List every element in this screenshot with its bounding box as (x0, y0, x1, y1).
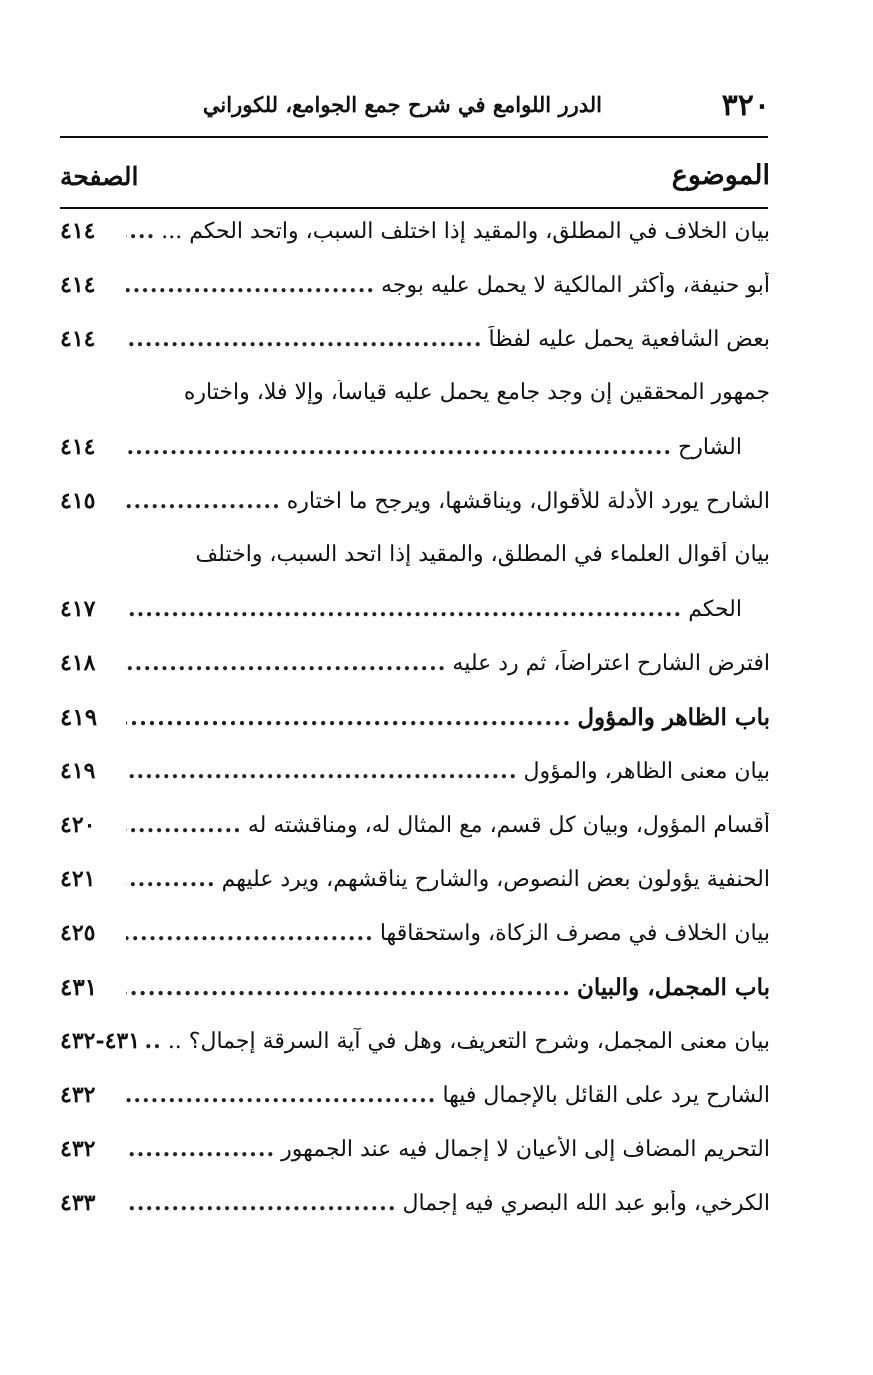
toc-chapter-heading (60, 974, 770, 1028)
leader-dots (126, 920, 374, 946)
leader-dots (126, 866, 216, 892)
leader-dots (126, 1136, 275, 1162)
column-header-rule (60, 207, 768, 209)
toc-entry-page: ٤١٤ (60, 326, 96, 352)
toc-entry-title: افترض الشارح اعتراضاً، ثم رد عليه (452, 651, 770, 676)
toc-entry-page: ٤١٥ (60, 488, 96, 514)
toc-entry (60, 326, 770, 380)
toc-entry-page: ٤١٧ (60, 596, 96, 622)
column-headers (60, 160, 770, 200)
toc-entry-title: بيان معنى الظاهر، والمؤول (523, 759, 770, 784)
toc-entry (60, 218, 770, 272)
toc-entry-page: ٤١٤ (60, 434, 96, 460)
toc-entry-page: ٤٢٥ (60, 920, 96, 946)
toc-entry-title: الشارح يرد على القائل بالإجمال فيها (442, 1083, 770, 1108)
toc-entry-page: ٤٣٢ (60, 1136, 96, 1162)
toc-entry (60, 650, 770, 704)
leader-dots (126, 488, 281, 514)
leader-dots (126, 812, 242, 838)
page-number: ٣٢٠ (721, 88, 770, 123)
toc-entry (60, 866, 770, 920)
toc-entry-page: ٤١٩ (60, 704, 98, 731)
toc-entry (60, 272, 770, 326)
leader-dots (126, 974, 571, 1001)
toc-entry-page: ٤١٨ (60, 650, 96, 676)
toc-entry-title: الكرخي، وأبو عبد الله البصري فيه إجمال (402, 1191, 770, 1216)
toc-entry-title: بيان أقوال العلماء في المطلق، والمقيد إذا اتحد السبب، واختلف (195, 542, 770, 567)
leader-dots (126, 434, 672, 460)
toc-entry-title: باب المجمل، والبيان (576, 974, 770, 1001)
toc-entry-title: بعض الشافعية يحمل عليه لفظاً (488, 327, 770, 352)
toc-entry-title: الحكم (688, 597, 742, 622)
toc-entry (60, 1082, 770, 1136)
toc-entry-title: بيان الخلاف في مصرف الزكاة، واستحقاقها (379, 921, 770, 946)
toc-entry-title: بيان معنى المجمل، وشرح التعريف، وهل في آية السرقة إجمال؟ .. (167, 1029, 770, 1054)
header-rule (60, 136, 768, 138)
toc-entry-page: ٤٣٣ (60, 1190, 96, 1216)
book-title: الدرر اللوامع في شرح جمع الجوامع، للكوراني (202, 92, 602, 117)
toc-entry-page: ٤١٩ (60, 758, 96, 784)
toc-entry-page: ٤٢٠ (60, 812, 96, 838)
leader-dots (126, 596, 682, 622)
toc-entry-continuation (60, 434, 770, 488)
toc-entry (60, 488, 770, 542)
leader-dots (126, 272, 375, 298)
toc-entry-title: جمهور المحققين إن وجد جامع يحمل عليه قياساً، وإلا فلا، واختاره (183, 380, 770, 405)
toc-entry-title: بيان الخلاف في المطلق، والمقيد إذا اختلف السبب، واتحد الحكم ... (161, 219, 770, 244)
toc-entry-page: ٤٣١ (60, 974, 98, 1001)
toc-entry (60, 1136, 770, 1190)
toc-entry (60, 1190, 770, 1244)
toc-entry-title: التحريم المضاف إلى الأعيان لا إجمال فيه عند الجمهور (281, 1137, 770, 1162)
column-page-heading: الصفحة (60, 162, 139, 191)
toc-entry-page: ٤٣٢ (60, 1082, 96, 1108)
column-topic-heading: الموضوع (671, 160, 770, 191)
leader-dots (126, 218, 155, 244)
toc-entry-page: ٤١٤ (60, 272, 96, 298)
toc-entry-continuation (60, 596, 770, 650)
leader-dots (126, 758, 517, 784)
toc-entry (60, 380, 770, 434)
toc-entry-title: باب الظاهر والمؤول (577, 704, 770, 731)
running-header (60, 88, 770, 128)
table-of-contents (60, 218, 770, 1244)
toc-entry-title: الحنفية يؤولون بعض النصوص، والشارح يناقشهم، ويرد عليهم (221, 867, 770, 892)
leader-dots (126, 704, 571, 731)
toc-entry (60, 920, 770, 974)
leader-dots (126, 1082, 436, 1108)
toc-entry-title: أقسام المؤول، وبيان كل قسم، مع المثال له، ومناقشته له (247, 813, 770, 838)
toc-entry-page: ٤٢١ (60, 866, 96, 892)
toc-chapter-heading (60, 704, 770, 758)
leader-dots (126, 1190, 397, 1216)
toc-entry (60, 812, 770, 866)
toc-entry-title: الشارح (678, 435, 742, 460)
toc-entry-page: ٤٣١-٤٣٢ (60, 1028, 141, 1054)
toc-entry (60, 1028, 770, 1082)
toc-entry-title: الشارح يورد الأدلة للأقوال، ويناقشها، ويرجح ما اختاره (286, 489, 770, 514)
toc-entry-page: ٤١٤ (60, 218, 96, 244)
toc-entry-title: أبو حنيفة، وأكثر المالكية لا يحمل عليه بوجه (381, 273, 770, 298)
leader-dots (146, 1028, 162, 1054)
leader-dots (126, 650, 446, 676)
toc-entry (60, 758, 770, 812)
leader-dots (126, 326, 483, 352)
toc-entry (60, 542, 770, 596)
